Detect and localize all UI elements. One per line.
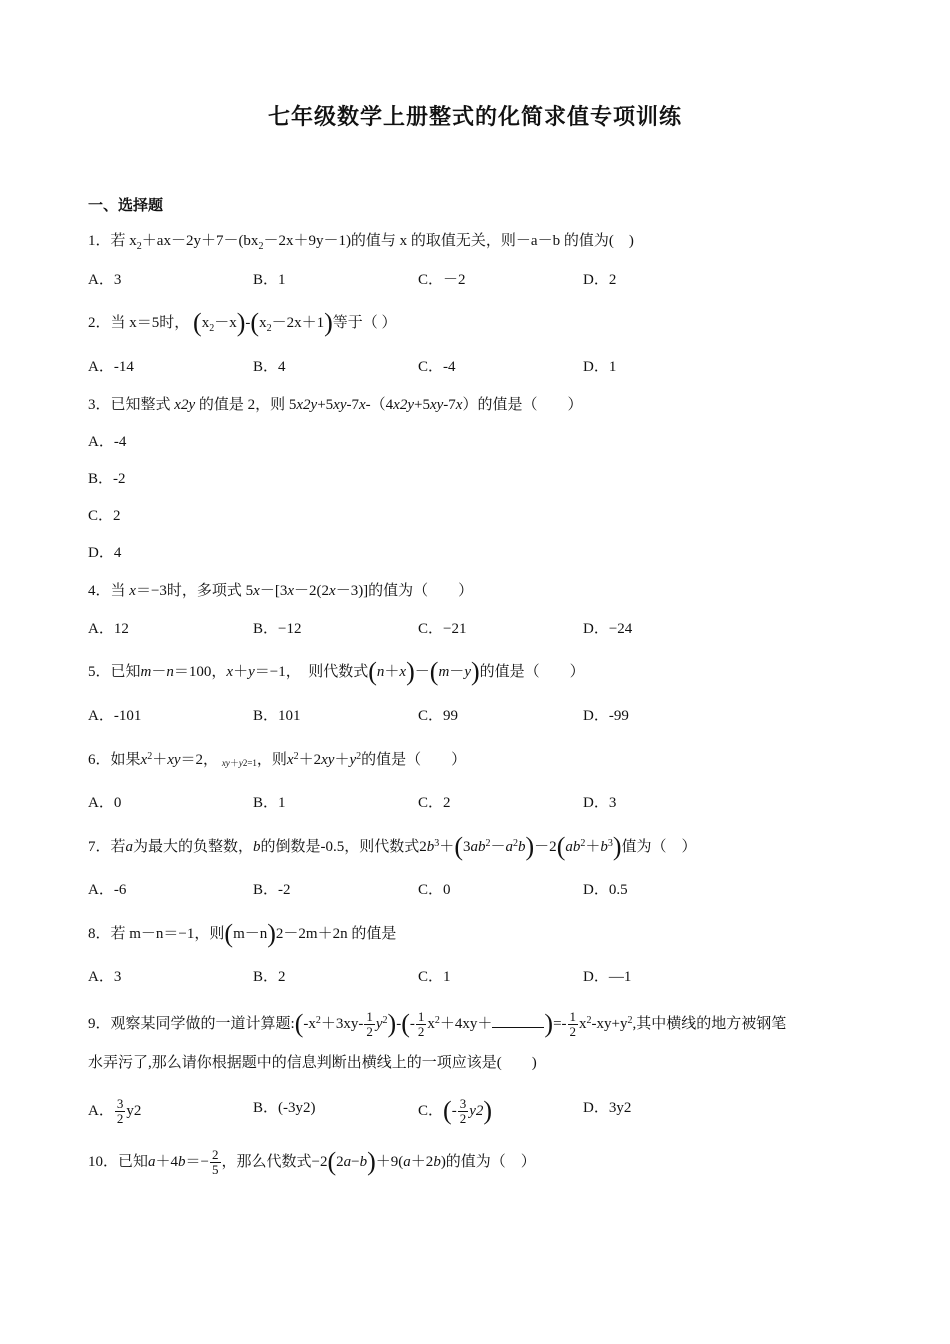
page-title: 七年级数学上册整式的化简求值专项训练	[267, 105, 682, 130]
question-9-options	[88, 1095, 868, 1126]
question-2: 2．当 x＝5时， $(x_2-x)-(x_2-2x+1)$等于（ ）	[88, 308, 397, 337]
option-d[interactable]: D．0.5	[583, 882, 628, 898]
option-d[interactable]: D．3	[583, 795, 617, 811]
option-a[interactable]: A．3	[88, 969, 122, 985]
question-1-options	[88, 269, 868, 291]
question-9: 9．观察某同学做的一道计算题$:(-x^2+3xy-$ $\frac{1}{2}$ $y^2)-(-$ $\frac{1}{2}$ $x^2+4xy+$ )=- $\frac{1}{2}$ $x^2-xy+y^2$,其中横线的地方被钢笔	[88, 1008, 787, 1039]
question-10: 10．已知a＋4b＝− $\frac{2}{5}$ ，那么代数式−2(2a−b)＋9(a＋2b)的值为（ ）	[88, 1146, 536, 1177]
option-b[interactable]: B．−12	[253, 621, 302, 637]
option-a[interactable]: A．-14	[88, 359, 134, 375]
option-c[interactable]: C．−21	[418, 621, 467, 637]
question-5: 5．已知m－n＝100，x＋y＝−1， 则代数式(n＋x)－(m－y)的值是（ ）	[88, 657, 585, 686]
question-6-options	[88, 792, 868, 814]
option-b[interactable]: B．(-3y2)	[253, 1100, 316, 1116]
option-d[interactable]: D．4	[88, 545, 122, 561]
option-c[interactable]: C．－2	[418, 272, 466, 288]
option-d[interactable]: D．-99	[583, 708, 629, 724]
option-b[interactable]: B．-2	[253, 882, 291, 898]
option-d[interactable]: D．2	[583, 272, 617, 288]
option-a[interactable]: A．3	[88, 272, 122, 288]
option-d[interactable]: D．—1	[583, 969, 632, 985]
option-d[interactable]: D．1	[583, 359, 617, 375]
question-5-options	[88, 705, 868, 727]
option-a[interactable]: A．0	[88, 795, 122, 811]
section-heading: 一、选择题	[88, 196, 164, 214]
option-d[interactable]: D．3y2	[583, 1100, 632, 1116]
question-3: 3．已知整式 x2y 的值是 2，则 5x2y+5xy-7x-（4x2y+5xy-7x）的值是（ ）	[88, 397, 583, 413]
answer-blank[interactable]	[492, 1013, 544, 1028]
question-7: 7．若a为最大的负整数，b的倒数是-0.5，则代数式$2b^3+(3ab^2-a^2b)-2(ab^2+b^3)$值为（ ）	[88, 832, 697, 861]
option-b[interactable]: B．1	[253, 795, 286, 811]
option-c[interactable]: C．2	[88, 508, 121, 524]
question-2-options	[88, 356, 868, 378]
option-d[interactable]: D．−24	[583, 621, 633, 637]
question-4-options	[88, 618, 868, 640]
option-a[interactable]: A．-101	[88, 708, 142, 724]
question-1: 1．若 $x_2+ax-2y+7-(bx_2-2x+9y-1)$的值与 x 的取值无关，则－a－b 的值为( )	[88, 233, 634, 252]
question-8: 8．若 m－n＝−1，则(m－n)2－2m＋2n 的值是	[88, 919, 397, 948]
option-a[interactable]: A．12	[88, 621, 129, 637]
option-c[interactable]: C．0	[418, 882, 451, 898]
option-c[interactable]: C．1	[418, 969, 451, 985]
option-a[interactable]: A．-6	[88, 882, 127, 898]
option-b[interactable]: B．101	[253, 708, 301, 724]
option-b[interactable]: B．-2	[88, 471, 126, 487]
option-c[interactable]: C．(- $\frac{3}{2}$ y2)	[418, 1095, 493, 1126]
question-9-continued: 水弄污了,那么请你根据题中的信息判断出横线上的一项应该是( )	[88, 1055, 537, 1071]
option-a[interactable]: A． $\frac{3}{2}$ y2	[88, 1096, 142, 1126]
question-8-options	[88, 966, 868, 988]
option-c[interactable]: C．-4	[418, 359, 456, 375]
question-6: 6．如果$x^2+xy=2$， xy＋y2=1，则$x^2+2xy+y^2$的值是（ ）	[88, 751, 467, 768]
question-4: 4．当 x＝−3时，多项式 5x－[3x－2(2x－3)]的值为（ ）	[88, 583, 474, 599]
question-7-options	[88, 879, 868, 901]
option-a[interactable]: A．-4	[88, 434, 127, 450]
option-c[interactable]: C．2	[418, 795, 451, 811]
option-b[interactable]: B．2	[253, 969, 286, 985]
option-b[interactable]: B．1	[253, 272, 286, 288]
option-c[interactable]: C．99	[418, 708, 459, 724]
option-b[interactable]: B．4	[253, 359, 286, 375]
